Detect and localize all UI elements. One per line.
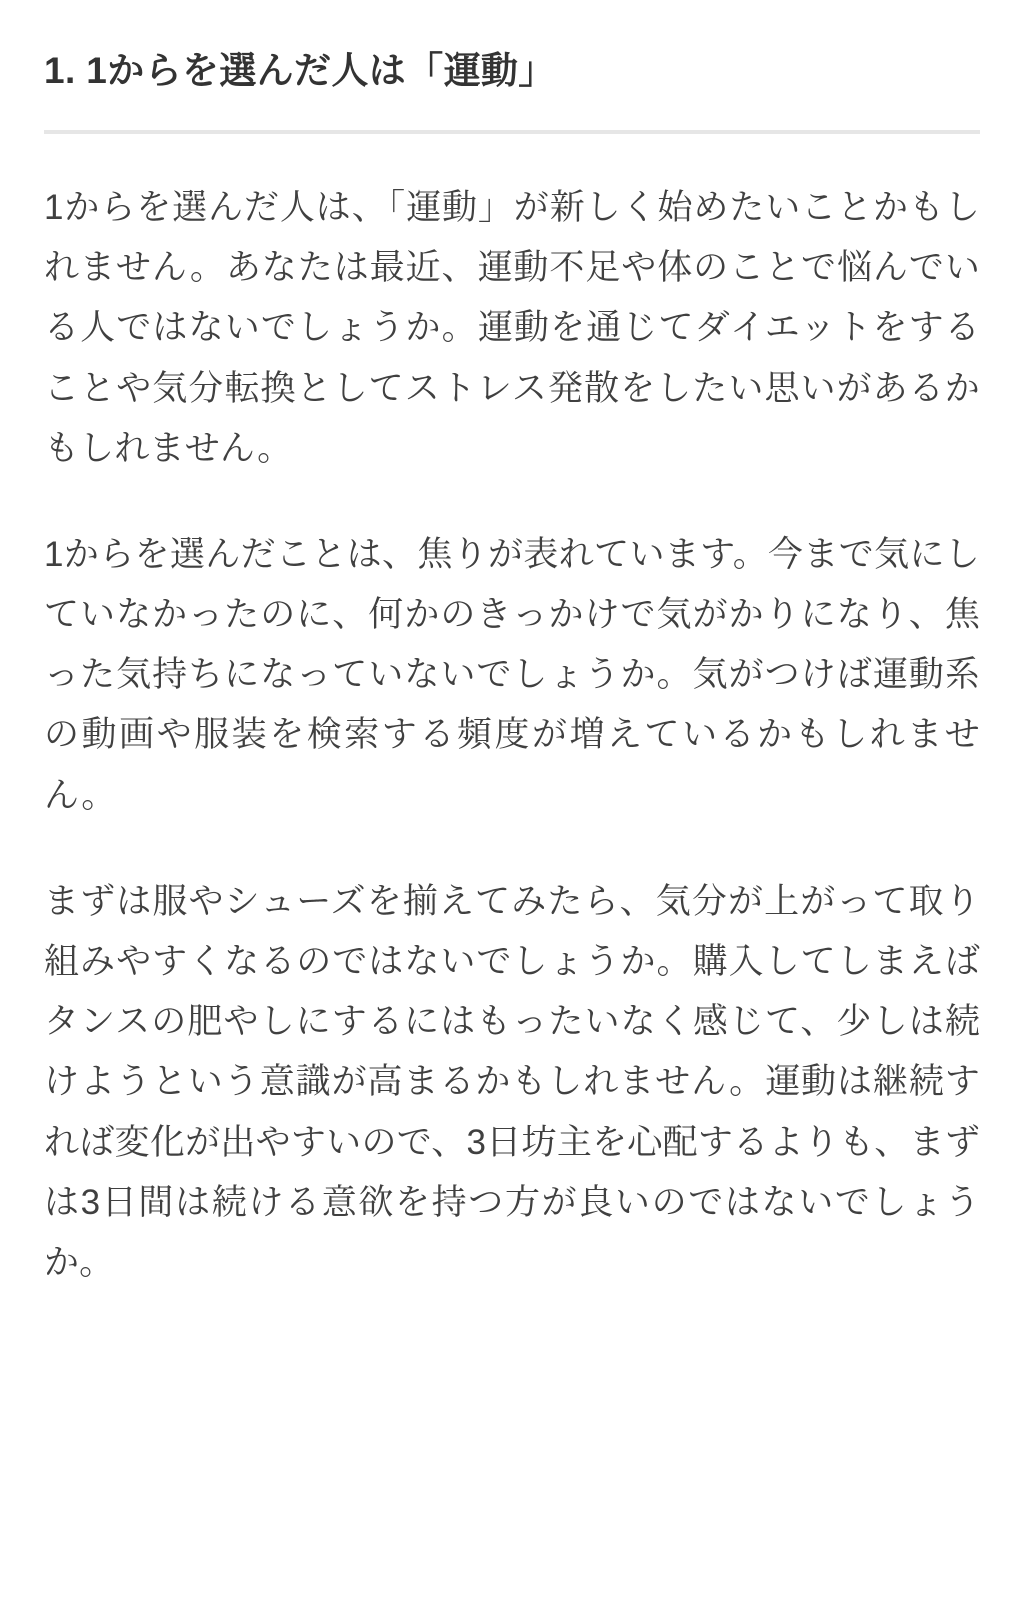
article-paragraph: まずは服やシューズを揃えてみたら、気分が上がって取り組みやすくなるのではないでしょうか。購入してしまえばタンスの肥やしにするにはもったいなく感じて、少しは続けようという意識が高まるかもしれません。運動は継続すれば変化が出やすいので、3日坊主を心配するよりも、まずは3日間は続ける意欲を持つ方が良いのではないでしょうか。	[44, 881, 980, 1282]
page-title: 1. 1からを選んだ人は「運動」	[44, 50, 556, 91]
heading-divider	[44, 130, 980, 134]
article-paragraph: 1からを選んだことは、焦りが表れています。今まで気にしていなかったのに、何かのきっかけで気がかりになり、焦った気持ちになっていないでしょうか。気がつけば運動系の動画や服装を検索する頻度が増えているかもしれません。	[44, 534, 980, 815]
article-paragraph: 1からを選んだ人は、「運動」が新しく始めたいことかもしれません。あなたは最近、運動不足や体のことで悩んでいる人ではないでしょうか。運動を通じてダイエットをすることや気分転換としてストレス発散をしたい思いがあるかもしれません。	[44, 187, 980, 468]
